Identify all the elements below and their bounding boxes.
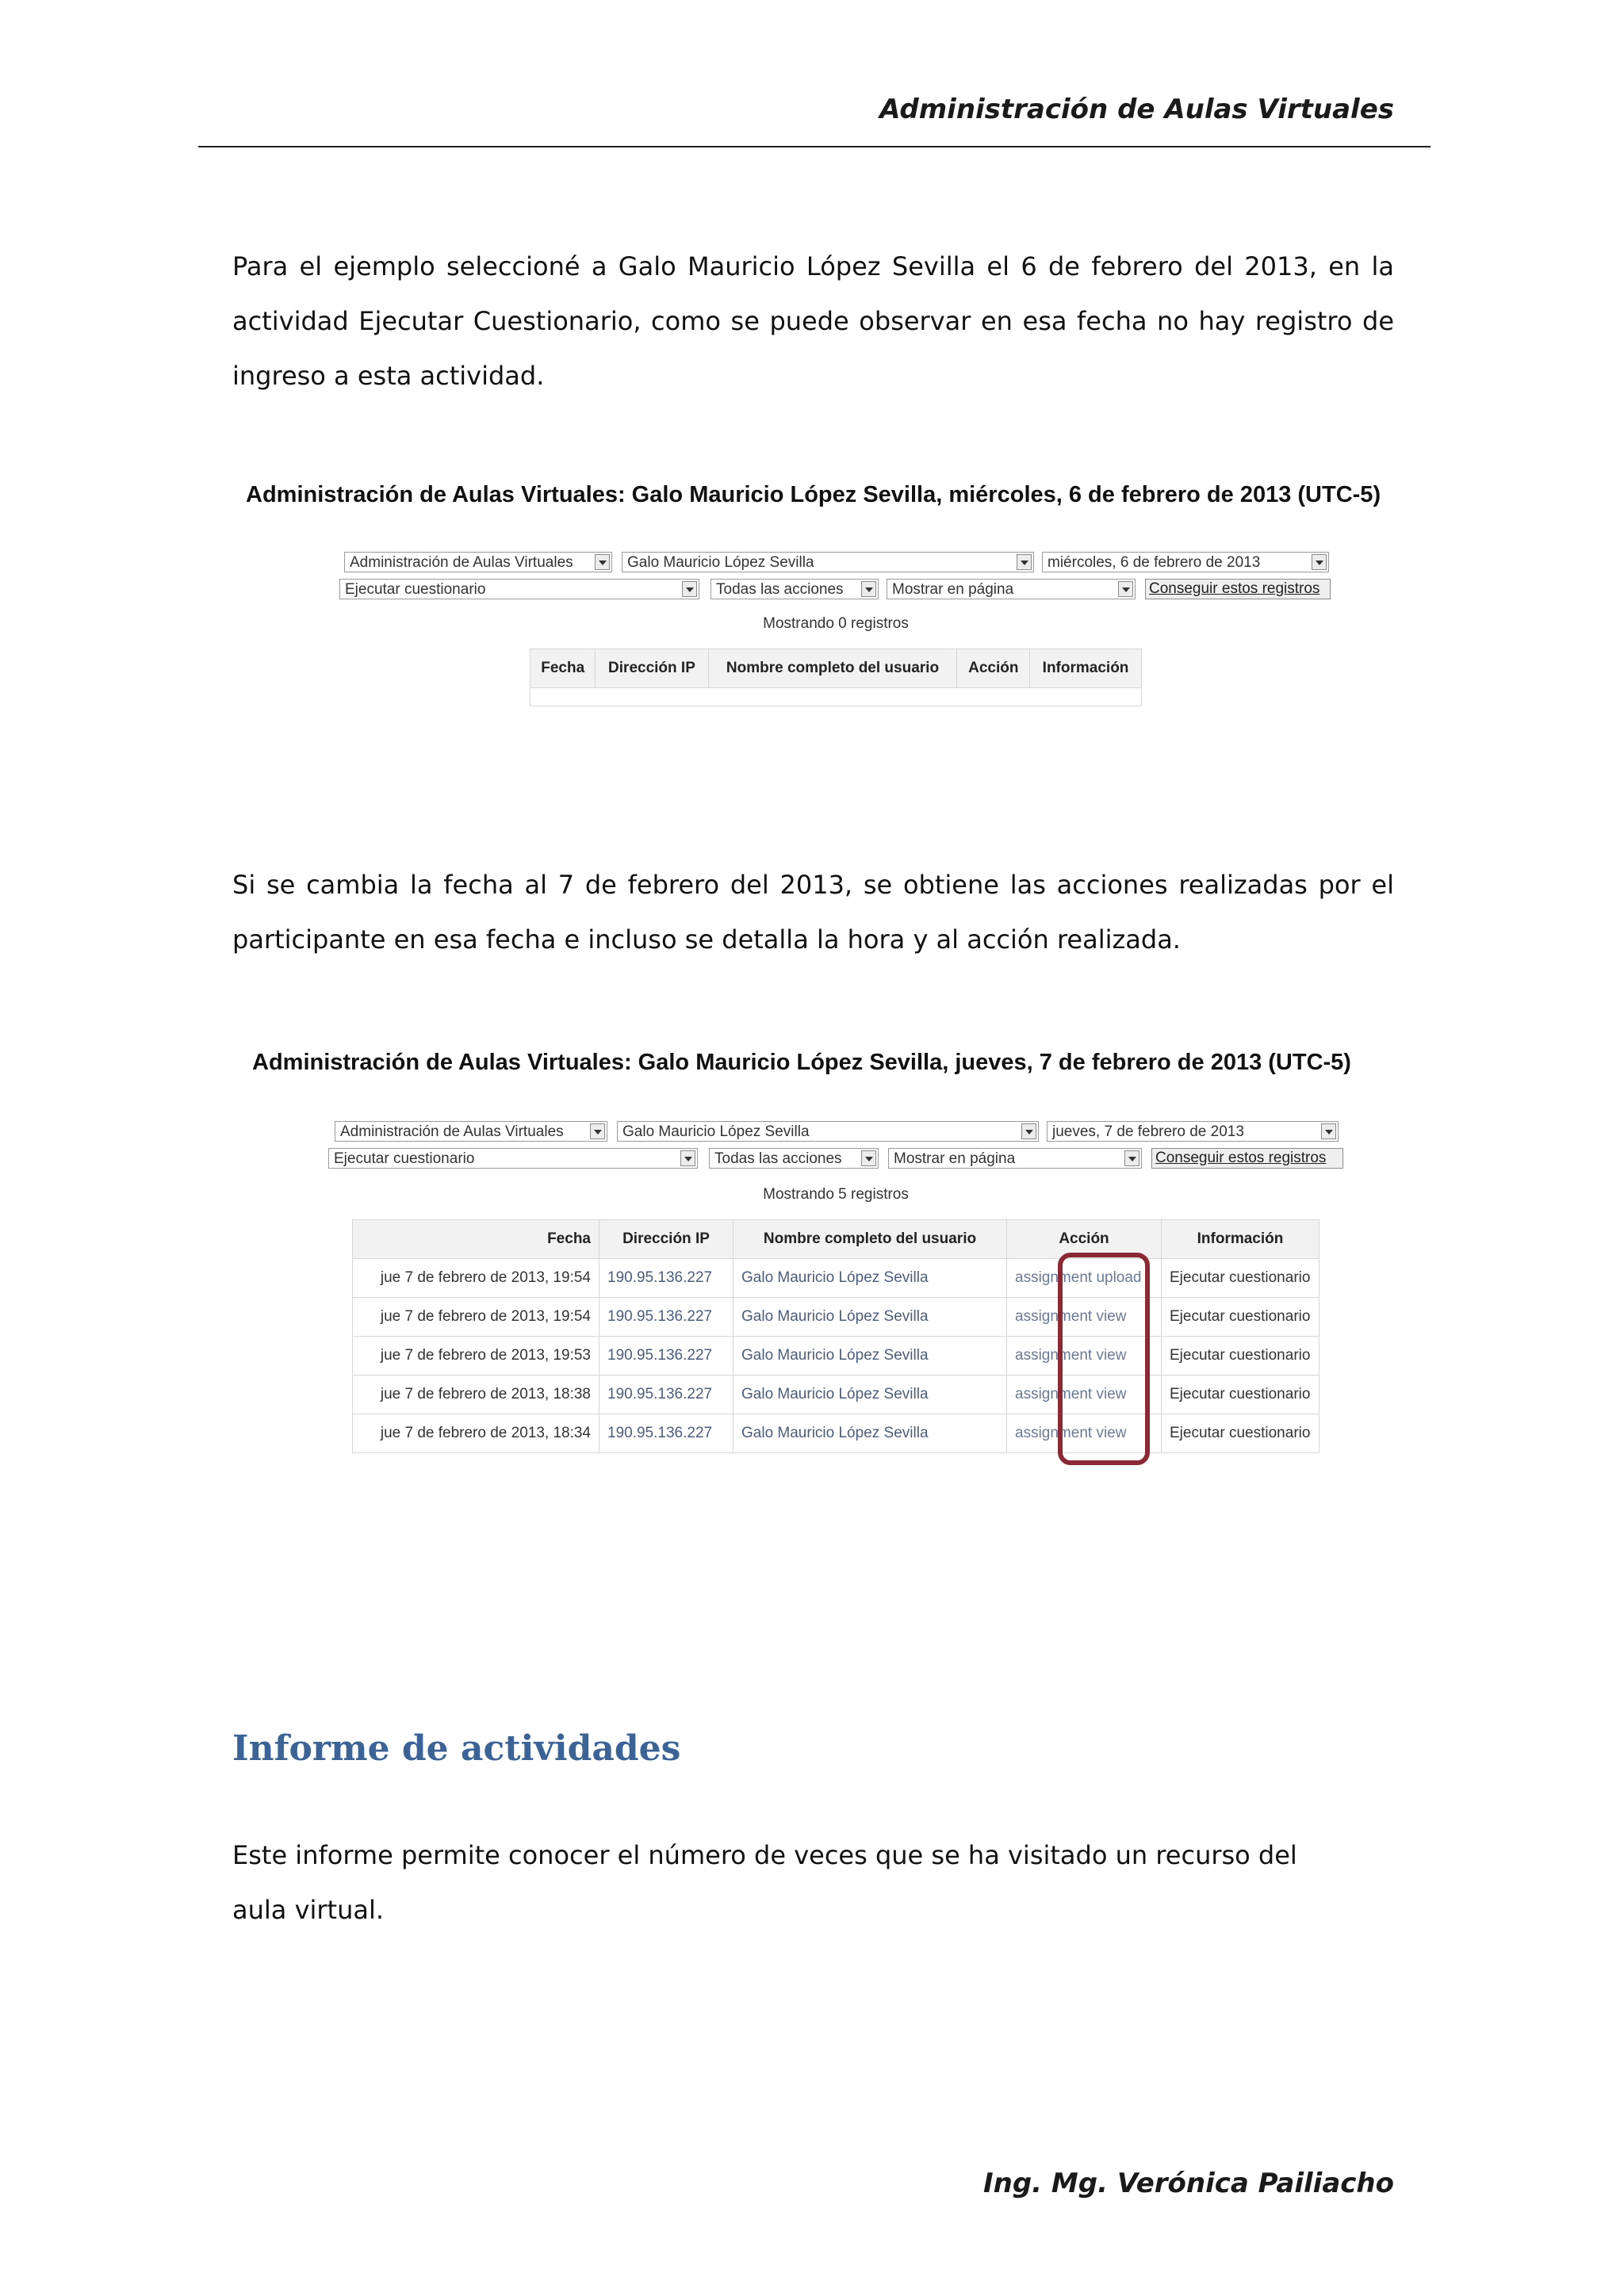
- get-logs-button[interactable]: Conseguir estos registros: [1145, 579, 1331, 599]
- actions-select[interactable]: [710, 579, 879, 599]
- log-table: [352, 1219, 1320, 1453]
- display-select-value: Mostrar en página: [894, 1150, 1016, 1167]
- chevron-down-icon: [861, 1150, 876, 1166]
- actions-select-value: Todas las acciones: [716, 581, 844, 598]
- table-row: [353, 1376, 1320, 1414]
- user-select-value: Galo Mauricio López Sevilla: [627, 554, 814, 571]
- course-select[interactable]: [335, 1121, 607, 1142]
- ip-link[interactable]: 190.95.136.227: [599, 1259, 733, 1298]
- user-link[interactable]: Galo Mauricio López Sevilla: [733, 1298, 1007, 1337]
- empty-table-row: [530, 688, 1142, 706]
- paragraph-intro: Para el ejemplo seleccioné a Galo Mauricio López Sevilla el 6 de febrero del 2013, en la actividad Ejecutar Cuestionario, como se puede observar en esa fecha no hay registro de ingreso a esta actividad.: [232, 251, 1394, 391]
- column-header: Nombre completo del usuario: [733, 1220, 1007, 1259]
- table-row: [353, 1259, 1320, 1298]
- user-link[interactable]: Galo Mauricio López Sevilla: [733, 1376, 1007, 1414]
- user-select-value: Galo Mauricio López Sevilla: [622, 1123, 810, 1140]
- date-select[interactable]: [1047, 1121, 1339, 1142]
- action-link[interactable]: assignment view: [1007, 1414, 1162, 1453]
- user-select[interactable]: [617, 1121, 1039, 1142]
- chevron-down-icon: [680, 1150, 695, 1166]
- column-header: Nombre completo del usuario: [708, 649, 957, 688]
- table-row: [353, 1414, 1320, 1453]
- date-select[interactable]: [1042, 552, 1329, 572]
- actions-select[interactable]: [709, 1148, 879, 1169]
- chevron-down-icon: [590, 1123, 605, 1139]
- log-table: [530, 649, 1142, 706]
- date-link[interactable]: jue 7 de febrero de 2013, 19:54: [353, 1298, 599, 1337]
- display-select[interactable]: [887, 579, 1136, 599]
- course-select-value: Administración de Aulas Virtuales: [340, 1123, 564, 1140]
- chevron-down-icon: [1017, 554, 1032, 570]
- display-select[interactable]: [888, 1148, 1142, 1169]
- action-link[interactable]: assignment view: [1007, 1298, 1162, 1337]
- date-link[interactable]: jue 7 de febrero de 2013, 19:54: [353, 1259, 599, 1298]
- chevron-down-icon: [861, 581, 876, 597]
- action-link[interactable]: assignment upload: [1007, 1259, 1162, 1298]
- screenshot-title: Administración de Aulas Virtuales: Galo Mauricio López Sevilla, jueves, 7 de febrero de 2013 (UTC-5): [252, 1050, 1351, 1075]
- activity-select-value: Ejecutar cuestionario: [334, 1150, 475, 1167]
- info-link[interactable]: Ejecutar cuestionario: [1162, 1337, 1320, 1376]
- user-link[interactable]: Galo Mauricio López Sevilla: [733, 1414, 1007, 1453]
- paragraph-report: Este informe permite conocer el número de veces que se ha visitado un recurso del aula virtual.: [232, 1840, 1297, 1925]
- chevron-down-icon: [1021, 1123, 1036, 1139]
- ip-link[interactable]: 190.95.136.227: [599, 1414, 733, 1453]
- ip-link[interactable]: 190.95.136.227: [599, 1337, 733, 1376]
- course-select-value: Administración de Aulas Virtuales: [350, 554, 573, 571]
- activity-select[interactable]: [339, 579, 699, 599]
- info-link[interactable]: Ejecutar cuestionario: [1162, 1298, 1320, 1337]
- column-header: Información: [1162, 1220, 1320, 1259]
- header-rule: [198, 146, 1431, 147]
- info-link[interactable]: Ejecutar cuestionario: [1162, 1376, 1320, 1414]
- date-link[interactable]: jue 7 de febrero de 2013, 18:38: [353, 1376, 599, 1414]
- chevron-down-icon: [595, 554, 610, 570]
- user-link[interactable]: Galo Mauricio López Sevilla: [733, 1337, 1007, 1376]
- display-select-value: Mostrar en página: [892, 581, 1014, 598]
- column-header: Dirección IP: [596, 649, 708, 688]
- footer-author: Ing. Mg. Verónica Pailiacho: [982, 2168, 1394, 2199]
- date-select-value: miércoles, 6 de febrero de 2013: [1048, 554, 1261, 571]
- ip-link[interactable]: 190.95.136.227: [599, 1376, 733, 1414]
- table-row: [353, 1337, 1320, 1376]
- table-header-row: [353, 1220, 1320, 1259]
- paragraph-date-change: Si se cambia la fecha al 7 de febrero del 2013, se obtiene las acciones realizadas por el participante en esa fecha e incluso se detalla la hora y al acción realizada.: [232, 870, 1394, 955]
- records-count: Mostrando 0 registros: [763, 615, 909, 632]
- info-link[interactable]: Ejecutar cuestionario: [1162, 1259, 1320, 1298]
- ip-link[interactable]: 190.95.136.227: [599, 1298, 733, 1337]
- highlight-box: [1058, 1253, 1150, 1465]
- action-link[interactable]: assignment view: [1007, 1337, 1162, 1376]
- date-link[interactable]: jue 7 de febrero de 2013, 18:34: [353, 1414, 599, 1453]
- column-header: Fecha: [530, 649, 596, 688]
- chevron-down-icon: [682, 581, 697, 597]
- actions-select-value: Todas las acciones: [714, 1150, 842, 1167]
- chevron-down-icon: [1321, 1123, 1336, 1139]
- chevron-down-icon: [1118, 581, 1133, 597]
- chevron-down-icon: [1312, 554, 1327, 570]
- date-select-value: jueves, 7 de febrero de 2013: [1052, 1123, 1244, 1140]
- date-link[interactable]: jue 7 de febrero de 2013, 19:53: [353, 1337, 599, 1376]
- running-header: Administración de Aulas Virtuales: [879, 94, 1394, 125]
- table-row: [353, 1298, 1320, 1337]
- column-header: Acción: [1007, 1220, 1162, 1259]
- column-header: Dirección IP: [599, 1220, 733, 1259]
- info-link[interactable]: Ejecutar cuestionario: [1162, 1414, 1320, 1453]
- action-link[interactable]: assignment view: [1007, 1376, 1162, 1414]
- column-header: Acción: [957, 649, 1030, 688]
- get-logs-button[interactable]: Conseguir estos registros: [1151, 1148, 1343, 1169]
- screenshot-title: Administración de Aulas Virtuales: Galo Mauricio López Sevilla, miércoles, 6 de febrero de 2013 (UTC-5): [246, 482, 1381, 507]
- user-link[interactable]: Galo Mauricio López Sevilla: [733, 1259, 1007, 1298]
- user-select[interactable]: [622, 552, 1034, 572]
- chevron-down-icon: [1124, 1150, 1139, 1166]
- activity-select[interactable]: [328, 1148, 698, 1169]
- records-count: Mostrando 5 registros: [763, 1186, 909, 1203]
- column-header: Fecha: [353, 1220, 599, 1259]
- table-header-row: [530, 649, 1142, 688]
- column-header: Información: [1030, 649, 1142, 688]
- section-heading: Informe de actividades: [232, 1728, 681, 1769]
- course-select[interactable]: [344, 552, 612, 572]
- activity-select-value: Ejecutar cuestionario: [345, 581, 486, 598]
